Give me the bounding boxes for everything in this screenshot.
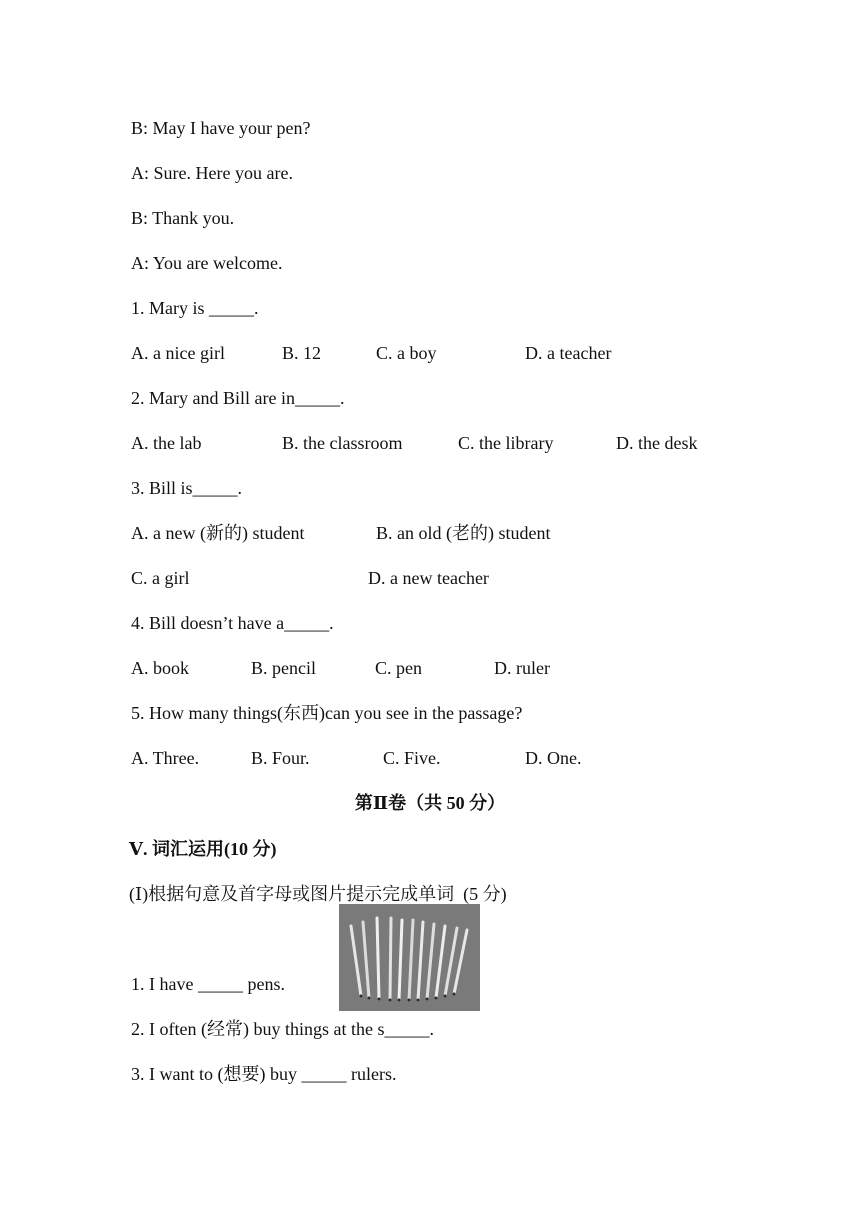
question-1-option-a: A. a nice girl (131, 343, 225, 363)
question-2-option-c: C. the library (458, 433, 554, 453)
question-4-option-c: C. pen (375, 658, 422, 678)
question-1-stem: 1. Mary is _____. (131, 298, 259, 318)
question-2-stem: 2. Mary and Bill are in_____. (131, 388, 345, 408)
dialogue-line-4: A: You are welcome. (131, 253, 283, 273)
question-4-stem: 4. Bill doesn’t have a_____. (131, 613, 334, 633)
question-3-option-d: D. a new teacher (368, 568, 489, 588)
question-2-option-a: A. the lab (131, 433, 202, 453)
vocab-item-2: 2. I often (经常) buy things at the s_____. (131, 1019, 434, 1039)
pens-drawing (339, 904, 480, 1011)
question-5-option-c: C. Five. (383, 748, 441, 768)
question-4-option-a: A. book (131, 658, 189, 678)
question-1-option-c: C. a boy (376, 343, 437, 363)
question-3-option-c: C. a girl (131, 568, 190, 588)
pens-photo-icon (339, 904, 480, 1011)
question-5-option-b: B. Four. (251, 748, 310, 768)
question-5-option-a: A. Three. (131, 748, 200, 768)
dialogue-line-3: B: Thank you. (131, 208, 235, 228)
subsection-title: (Ⅰ)根据句意及首字母或图片提示完成单词 (5 分) (129, 884, 507, 904)
question-4-option-b: B. pencil (251, 658, 316, 678)
part-title: 第Ⅱ卷（共 50 分） (354, 793, 506, 813)
question-2-option-b: B. the classroom (282, 433, 403, 453)
question-4-option-d: D. ruler (494, 658, 550, 678)
question-1-option-d: D. a teacher (525, 343, 612, 363)
question-1-option-b: B. 12 (282, 343, 322, 363)
section-title: Ⅴ. 词汇运用(10 分) (129, 839, 277, 859)
question-3-option-a: A. a new (新的) student (131, 523, 305, 543)
dialogue-line-1: B: May I have your pen? (131, 118, 311, 138)
question-3-stem: 3. Bill is_____. (131, 478, 243, 498)
vocab-item-1: 1. I have _____ pens. (131, 974, 285, 994)
question-5-stem: 5. How many things(东西)can you see in the passage? (131, 703, 523, 723)
dialogue-line-2: A: Sure. Here you are. (131, 163, 293, 183)
question-3-option-b: B. an old (老的) student (376, 523, 551, 543)
vocab-item-3: 3. I want to (想要) buy _____ rulers. (131, 1064, 397, 1084)
question-5-option-d: D. One. (525, 748, 582, 768)
question-2-option-d: D. the desk (616, 433, 698, 453)
